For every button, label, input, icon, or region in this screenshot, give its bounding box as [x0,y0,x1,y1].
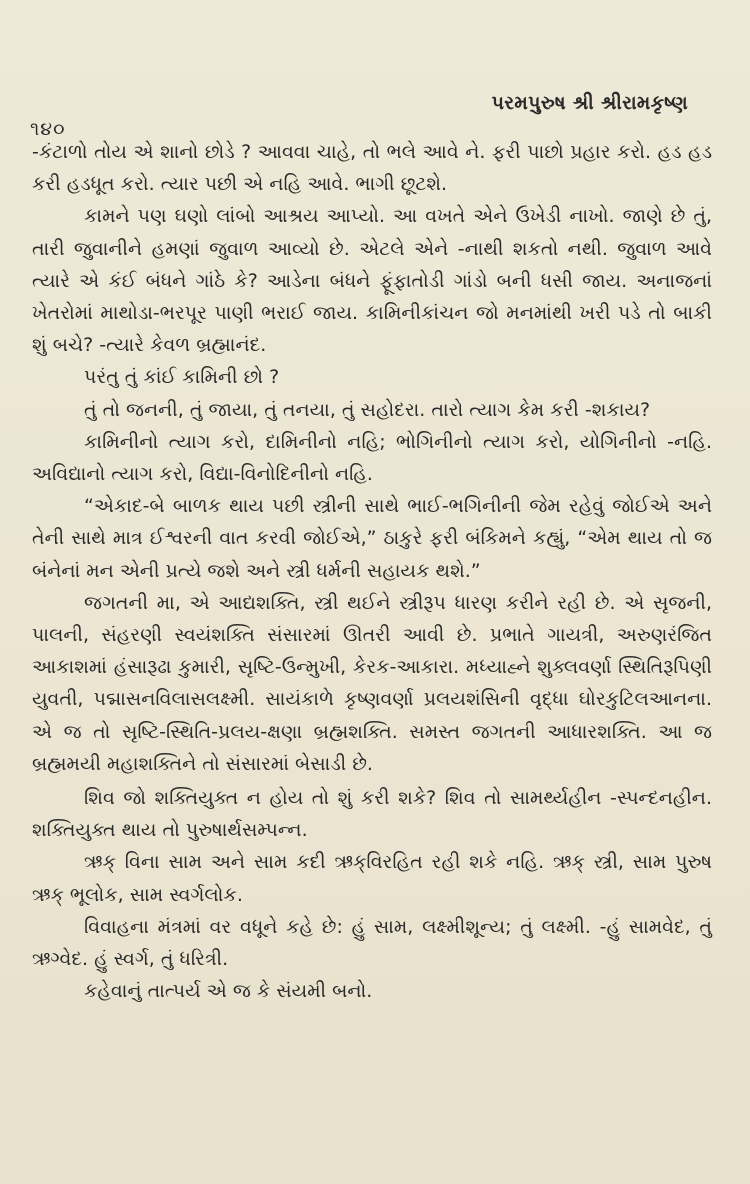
page-number: ૧૪૦ [30,118,66,140]
paragraph: ઋક્ વિના સામ અને સામ કદી ઋક્‌વિરહિત રહી શકે નહિ. ઋક્ સ્ત્રી, સામ પુરુષ ઋક્ ભૂલોક, સામ સ્વર્ગલોક. [32,851,712,906]
running-head: પરમપુરુષ શ્રી શ્રીરામકૃષ્ણ [491,92,688,114]
paragraph: જગતની મા, એ આદ્યશક્તિ, સ્ત્રી થઈને સ્ત્રીરૂપ ધારણ કરીને રહી છે. એ સૃજની, પાલની, સંહરણી સ્વયંશક્તિ સંસારમાં ઊતરી આવી છે. પ્રભાતે ગાયત્રી, અરુણરંજિત આકાશમાં હંસારૂઢા કુમારી, સૃષ્ટિ-ઉન્મુખી, કેરક-આકારા. મધ્યાહ્ને શુક્લવર્ણા સ્થિતિરૂપિણી યુવતી, પદ્માસનવિલાસલક્ષ્મી. સાયંકાળે કૃષ્ણવર્ણા પ્રલયશંસિની વૃદ્ધા ઘોરકુટિલઆનના. એ જ તો સૃષ્ટિ-સ્થિતિ-પ્રલય-ક્ષણા બ્રહ્મશક્તિ. સમસ્ત જગતની આધારશક્તિ. આ જ બ્રહ્મમયી મહાશક્તિને તો સંસારમાં બેસાડી છે. [32,591,712,775]
paragraph: કહેવાનું તાત્પર્ય એ જ કે સંયમી બનો. [84,980,373,1003]
paragraph: કામિનીનો ત્યાગ કરો, દામિનીનો નહિ; ભોગિનીનો ત્યાગ કરો, યોગિનીનો -નહિ. અવિદ્યાનો ત્યાગ કરો, વિદ્યા-વિનોદિનીનો નહિ. [32,430,712,486]
paragraph: “એકાદ-બે બાળક થાય પછી સ્ત્રીની સાથે ભાઈ-ભગિનીની જેમ રહેવું જોઈએ અને તેની સાથે માત્ર ઈશ્વરની વાત કરવી જોઈએ,” ઠાકુરે ફરી બંકિમને કહ્યું, “એમ થાય તો જ બંનેનાં મન એની પ્રત્યે જશે અને સ્ત્રી ધર્મની સહાયક થશે.” [32,495,712,582]
paragraph: -કંટાળો તોય એ શાનો છોડે ? આવવા ચાહે, તો ભલે આવે ને. ફરી પાછો પ્રહાર કરો. હડ હડ કરી હડધૂત કરો. ત્યાર પછી એ નહિ આવે. ભાગી છૂટશે. [32,141,712,196]
paragraph: કામને પણ ઘણો લાંબો આશ્રય આપ્યો. આ વખતે એને ઉખેડી નાખો. જાણે છે તું, તારી જુવાનીને હમણાં જુવાળ આવ્યો છે. એટલે એને -નાથી શકતો નથી. જુવાળ આવે ત્યારે એ કંઈ બંધને ગાંઠે કે? આડેના બંધને ફૂંફાતોડી ગાંડો બની ધસી જાય. અનાજનાં ખેતરોમાં માથોડા-ભરપૂર પાણી ભરાઈ જાય. કામિનીકાંચન જો મનમાંથી ખરી પડે તો બાકી શું બચે? -ત્યારે કેવળ બ્રહ્માનંદ. [32,205,712,357]
body-text [32,136,712,1007]
paragraph: શિવ જો શક્તિયુક્ત ન હોય તો શું કરી શકે? શિવ તો સામર્થ્યહીન -સ્પન્દનહીન. શક્તિયુક્ત થાય તો પુરુષાર્થસમ્પન્ન. [32,787,712,842]
paragraph: વિવાહના મંત્રમાં વર વધૂને કહે છે: હું સામ, લક્ષ્મીશૂન્ય; તું લક્ષ્મી. -હું સામવેદ, તું ઋગ્વેદ. હું સ્વર્ગ, તું ધરિત્રી. [32,915,712,971]
paragraph: તું તો જનની, તું જાયા, તું તનયા, તું સહોદરા. તારો ત્યાગ કેમ કરી -શકાય? [84,398,651,421]
paragraph: પરંતુ તું કાંઈ કામિની છો ? [84,366,280,389]
